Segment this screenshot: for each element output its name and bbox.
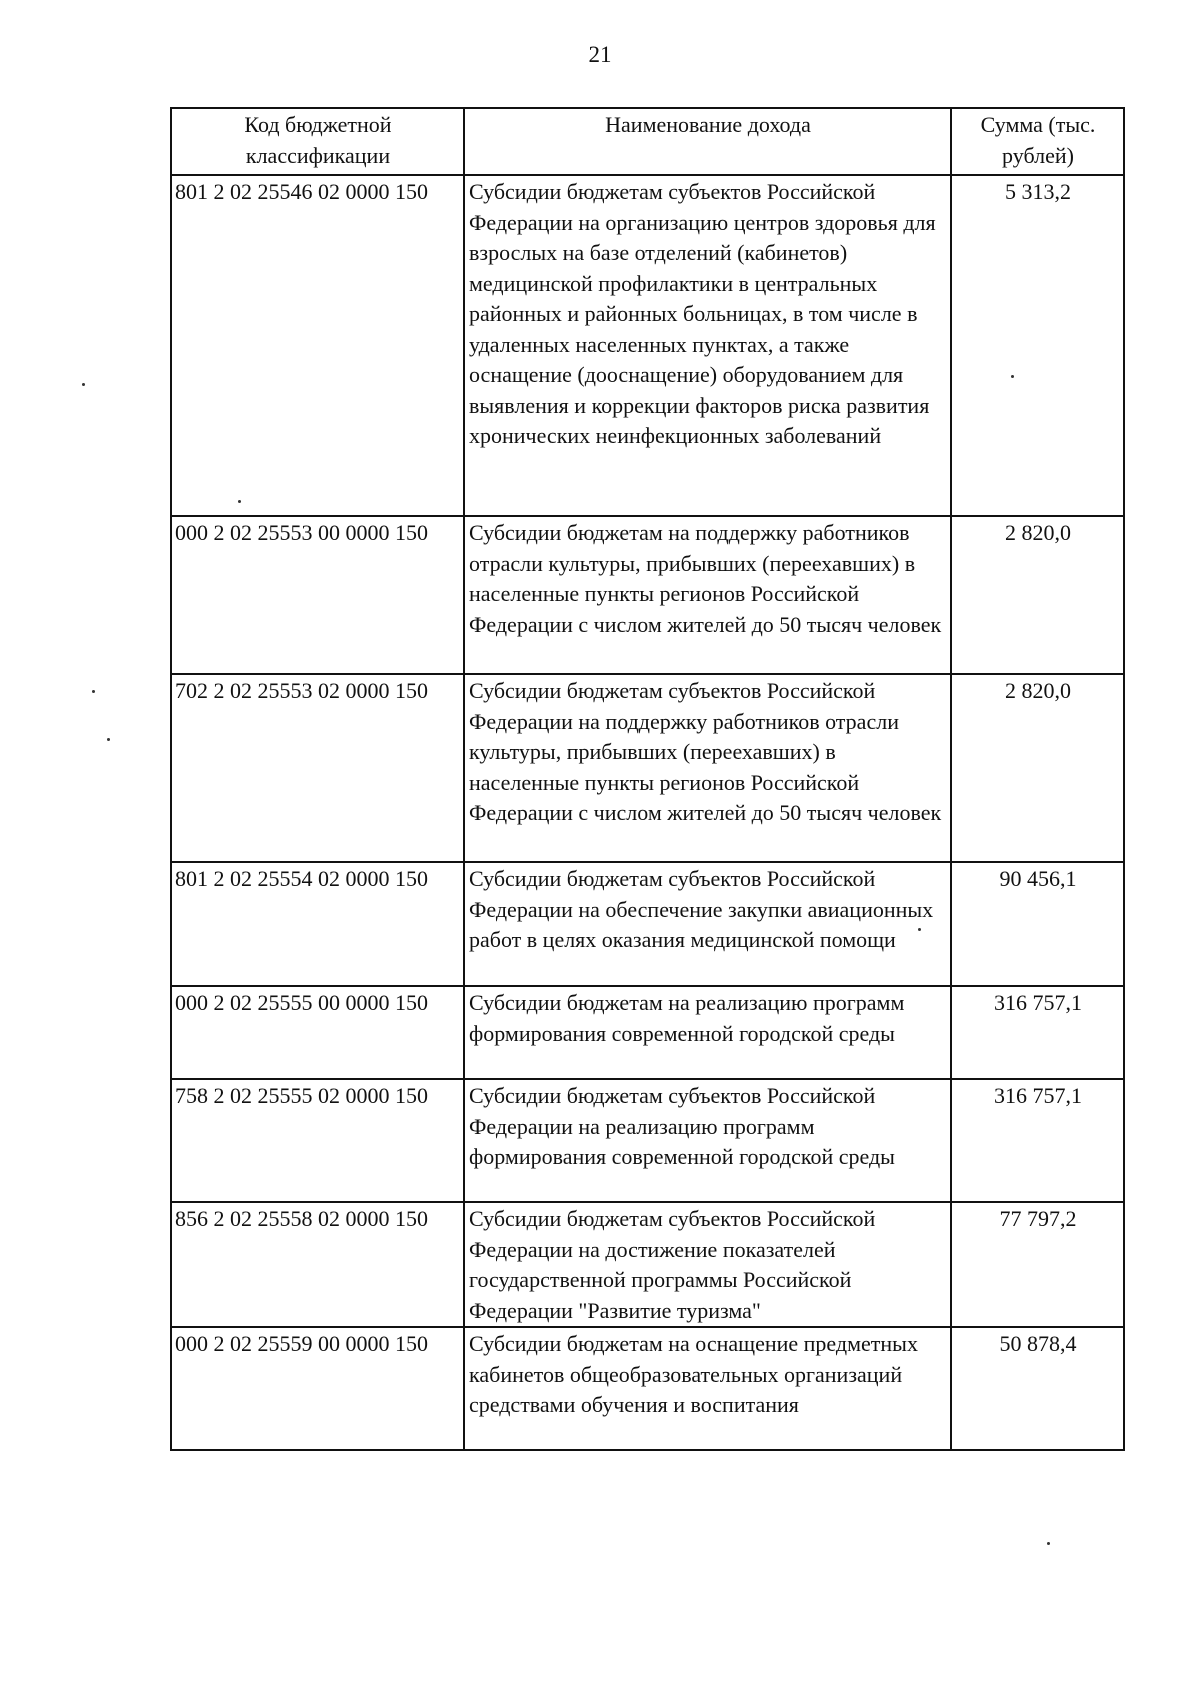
- row-sum: 2 820,0: [951, 516, 1124, 674]
- scan-speck: [1011, 375, 1014, 378]
- scan-speck: [82, 383, 85, 386]
- header-code: Код бюджетной классификации: [171, 108, 464, 175]
- header-name: Наименование дохода: [464, 108, 951, 175]
- table-row: [171, 516, 1124, 674]
- row-code: 801 2 02 25546 02 0000 150: [171, 175, 464, 516]
- row-sum: 2 820,0: [951, 674, 1124, 862]
- scan-speck: [1047, 1542, 1050, 1545]
- table-row: [171, 862, 1124, 986]
- table-row: [171, 674, 1124, 862]
- row-sum: 77 797,2: [951, 1202, 1124, 1327]
- scan-speck: [92, 690, 95, 693]
- table-row: [171, 1202, 1124, 1327]
- row-code: 856 2 02 25558 02 0000 150: [171, 1202, 464, 1327]
- row-code: 000 2 02 25553 00 0000 150: [171, 516, 464, 674]
- row-name: Субсидии бюджетам субъектов Российской Федерации на организацию центров здоровья для взрослых на базе отделений (кабинетов) медицинской профилактики в центральных районных и районных больницах, в том числе в удаленных населенных пунктах, а также оснащение (дооснащение) оборудованием для выявления и коррекции факторов риска развития хронических неинфекционных заболеваний: [464, 175, 951, 516]
- scan-speck: [107, 738, 110, 741]
- row-sum: 316 757,1: [951, 986, 1124, 1079]
- scan-speck: [918, 928, 921, 931]
- header-sum: Сумма (тыс. рублей): [951, 108, 1124, 175]
- table-row: [171, 986, 1124, 1079]
- budget-revenue-table: [170, 107, 1125, 1451]
- row-code: 758 2 02 25555 02 0000 150: [171, 1079, 464, 1202]
- row-sum: 90 456,1: [951, 862, 1124, 986]
- row-name: Субсидии бюджетам субъектов Российской Федерации на поддержку работников отрасли культуры, прибывших (переехавших) в населенные пункты регионов Российской Федерации с числом жителей до 50 тысяч человек: [464, 674, 951, 862]
- row-code: 000 2 02 25555 00 0000 150: [171, 986, 464, 1079]
- table-row: [171, 1327, 1124, 1450]
- row-name: Субсидии бюджетам субъектов Российской Федерации на обеспечение закупки авиационных работ в целях оказания медицинской помощи: [464, 862, 951, 986]
- row-sum: 5 313,2: [951, 175, 1124, 516]
- row-code: 000 2 02 25559 00 0000 150: [171, 1327, 464, 1450]
- row-sum: 50 878,4: [951, 1327, 1124, 1450]
- page-number: 21: [588, 42, 612, 67]
- row-code: 702 2 02 25553 02 0000 150: [171, 674, 464, 862]
- row-name: Субсидии бюджетам на оснащение предметных кабинетов общеобразовательных организаций средствами обучения и воспитания: [464, 1327, 951, 1450]
- row-name: Субсидии бюджетам на реализацию программ формирования современной городской среды: [464, 986, 951, 1079]
- row-name: Субсидии бюджетам субъектов Российской Федерации на достижение показателей государственной программы Российской Федерации "Развитие туризма": [464, 1202, 951, 1327]
- table-row: [171, 1079, 1124, 1202]
- row-sum: 316 757,1: [951, 1079, 1124, 1202]
- row-name: Субсидии бюджетам субъектов Российской Федерации на реализацию программ формирования современной городской среды: [464, 1079, 951, 1202]
- table-header-row: [171, 108, 1124, 175]
- scan-speck: [238, 500, 241, 503]
- row-code: 801 2 02 25554 02 0000 150: [171, 862, 464, 986]
- table-row: [171, 175, 1124, 516]
- row-name: Субсидии бюджетам на поддержку работников отрасли культуры, прибывших (переехавших) в населенные пункты регионов Российской Федерации с числом жителей до 50 тысяч человек: [464, 516, 951, 674]
